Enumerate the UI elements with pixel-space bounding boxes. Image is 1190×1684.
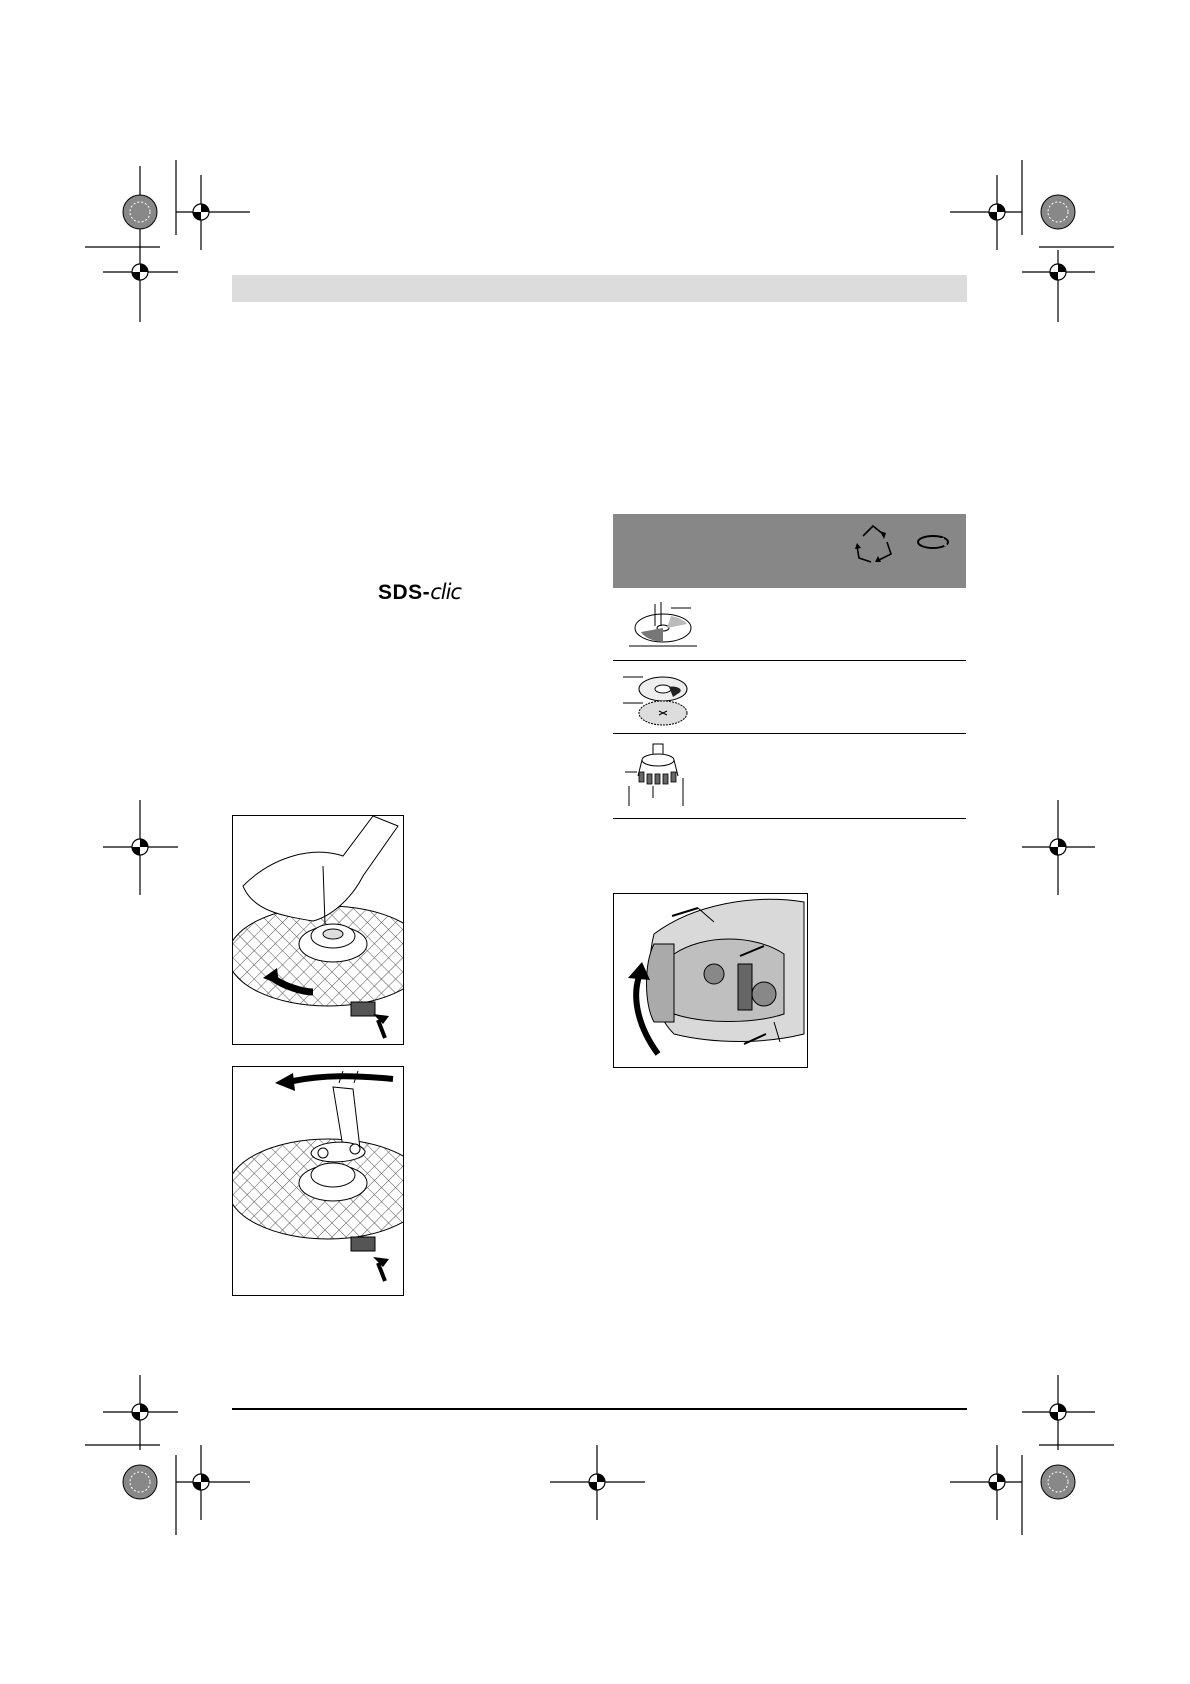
flap-disc-illustration [621, 665, 701, 731]
figure-drawing [233, 816, 403, 1044]
table-row [613, 661, 966, 734]
wheel-nut-hand-tighten-illustration [232, 815, 404, 1045]
figure-drawing [233, 1067, 403, 1295]
sds-clic-logo [378, 580, 461, 605]
accessory-table-header [613, 514, 966, 588]
figure-drawing [614, 894, 807, 1067]
page-footer-rule [232, 1408, 967, 1410]
wheel-nut-wrench-illustration [232, 1066, 404, 1296]
abrasive-disc-illustration [627, 598, 707, 654]
table-row [613, 734, 966, 819]
gear-head-rotate-illustration [613, 893, 808, 1068]
logo-prefix: SDS- [378, 581, 431, 604]
cup-brush-illustration [623, 742, 703, 814]
logo-suffix: clic [430, 580, 461, 604]
recycle-icon [849, 520, 901, 568]
ring-icon [915, 532, 951, 552]
table-row [613, 588, 966, 661]
